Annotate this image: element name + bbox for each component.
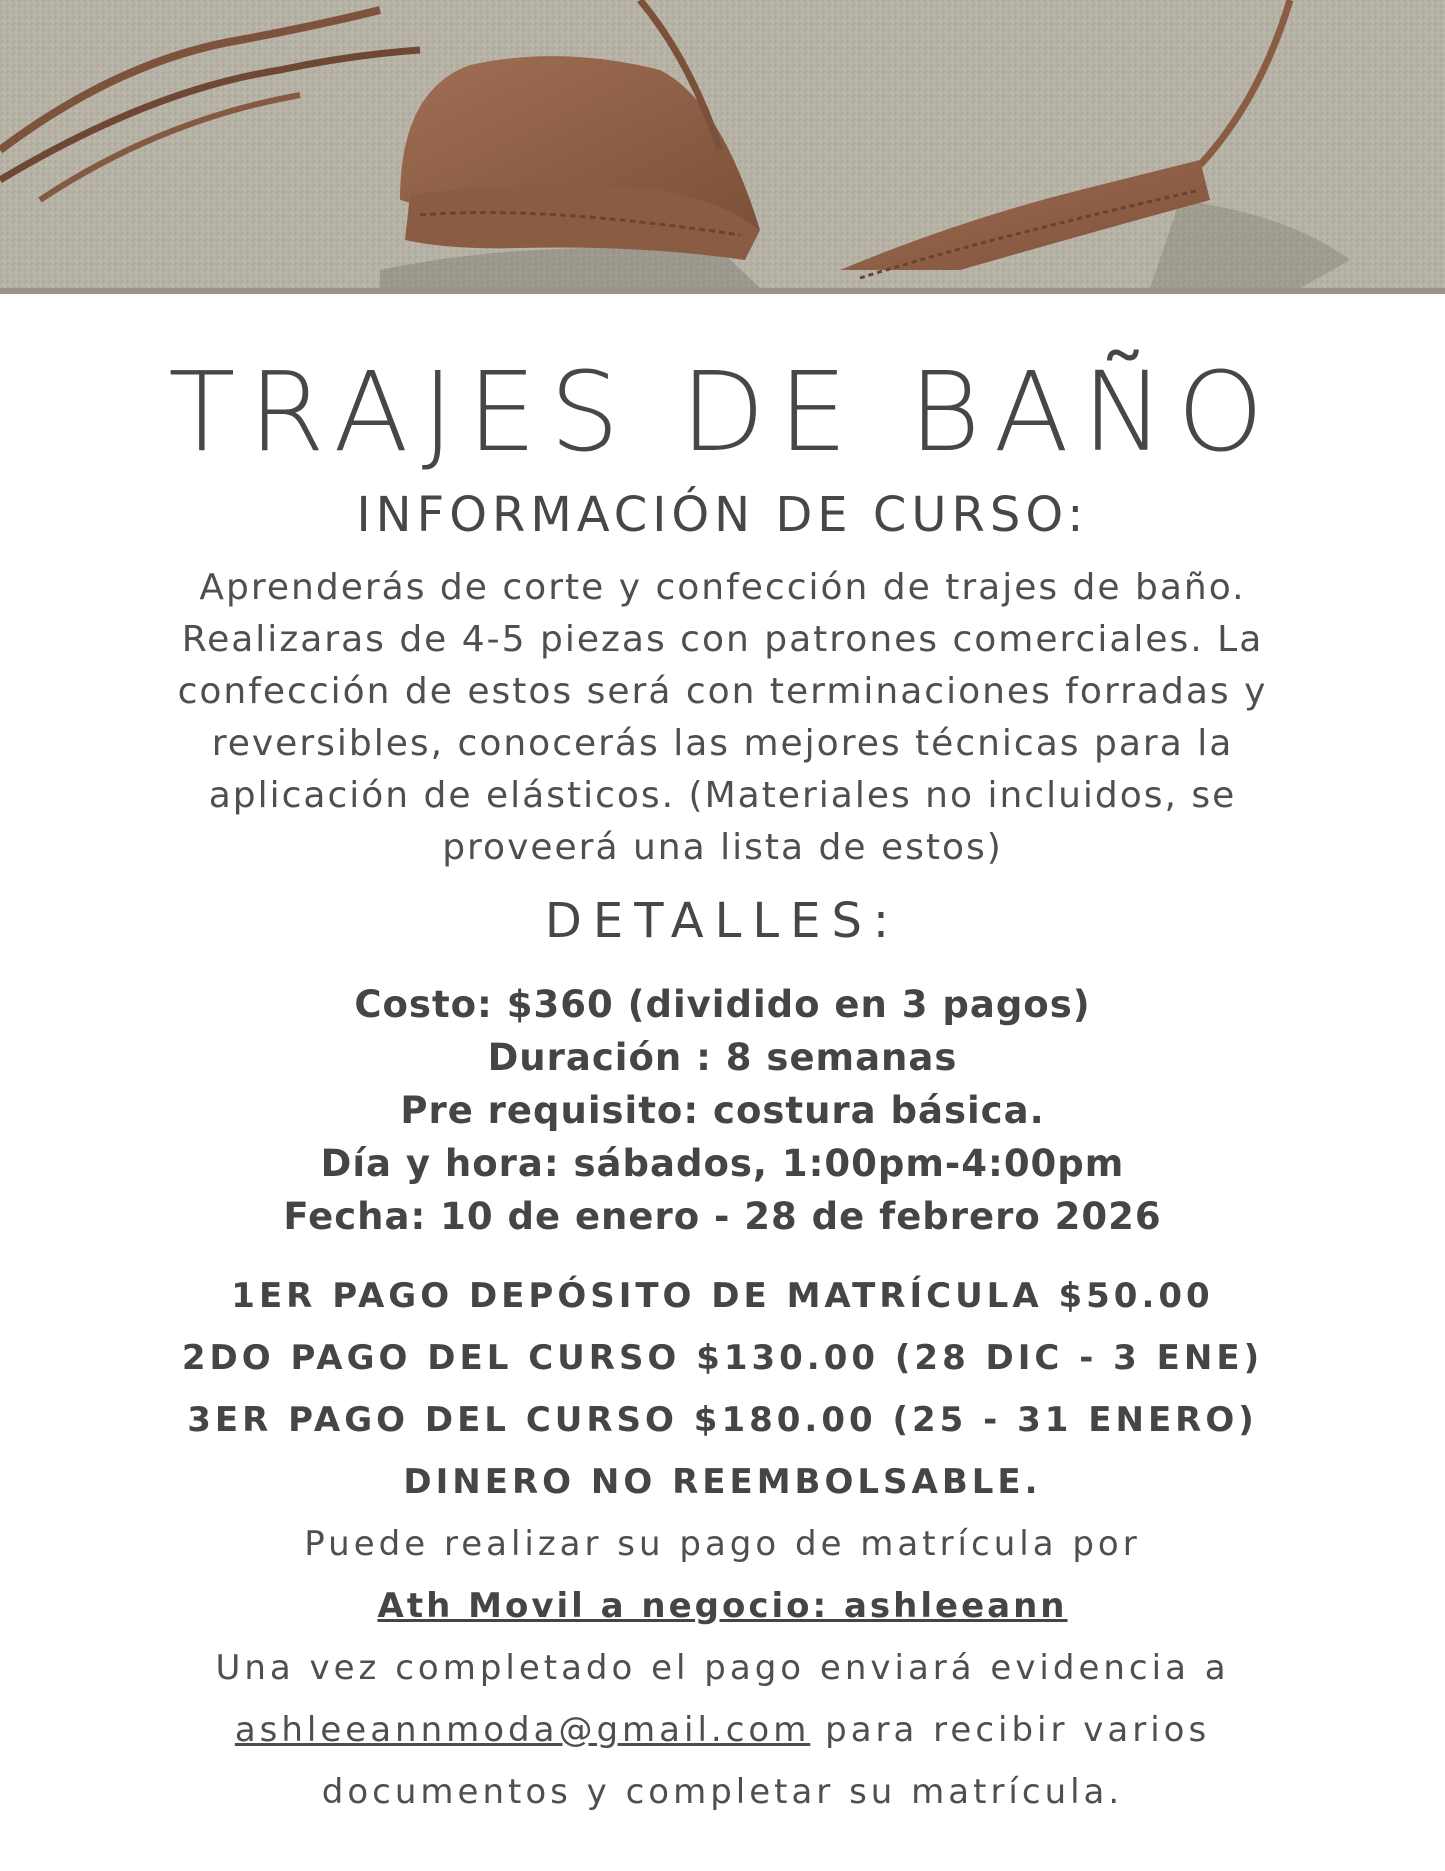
flyer-content (0, 294, 1445, 1823)
evidence-line: Una vez completado el pago enviará evidencia a (215, 1648, 1230, 1688)
page-title: TRAJES DE BAÑO (168, 348, 1277, 476)
description-line: confección de estos será con terminaciones forradas y (177, 671, 1268, 712)
description-line: Aprenderás de corte y confección de trajes de baño. (199, 567, 1246, 608)
detail-dates: Fecha: 10 de enero - 28 de febrero 2026 (283, 1195, 1162, 1238)
email-link[interactable]: ashleeannmoda@gmail.com (234, 1710, 811, 1750)
details-heading: DETALLES: (544, 893, 901, 949)
course-description (133, 562, 1313, 874)
payment-2: 2DO PAGO DEL CURSO $130.00 (28 DIC - 3 ENE) (181, 1338, 1264, 1378)
non-refundable-note: DINERO NO REEMBOLSABLE. (403, 1462, 1042, 1502)
description-line: Realizaras de 4-5 piezas con patrones comerciales. La (181, 619, 1264, 660)
payment-instructions (0, 1513, 1445, 1823)
description-line: reversibles, conocerás las mejores técnicas para la (211, 723, 1234, 764)
description-line: aplicación de elásticos. (Materiales no incluidos, se (208, 775, 1237, 816)
email-suffix: para recibir varios (810, 1710, 1211, 1750)
payment-1: 1ER PAGO DEPÓSITO DE MATRÍCULA $50.00 (231, 1276, 1214, 1316)
payments-list (0, 1265, 1445, 1513)
hero-image (0, 0, 1445, 294)
swimsuit-photo (0, 0, 1445, 288)
detail-cost: Costo: $360 (dividido en 3 pagos) (354, 983, 1091, 1026)
course-info-heading: INFORMACIÓN DE CURSO: (356, 487, 1089, 543)
description-line: proveerá una lista de estos) (442, 827, 1003, 868)
payment-3: 3ER PAGO DEL CURSO $180.00 (25 - 31 ENERO) (187, 1400, 1258, 1440)
payment-intro: Puede realizar su pago de matrícula por (304, 1524, 1141, 1564)
details-list (0, 978, 1445, 1243)
ath-movil-link[interactable]: Ath Movil a negocio: ashleeann (377, 1586, 1068, 1626)
detail-prerequisite: Pre requisito: costura básica. (400, 1089, 1045, 1132)
detail-duration: Duración : 8 semanas (487, 1036, 958, 1079)
final-line: documentos y completar su matrícula. (321, 1772, 1124, 1812)
detail-schedule: Día y hora: sábados, 1:00pm-4:00pm (320, 1142, 1125, 1185)
